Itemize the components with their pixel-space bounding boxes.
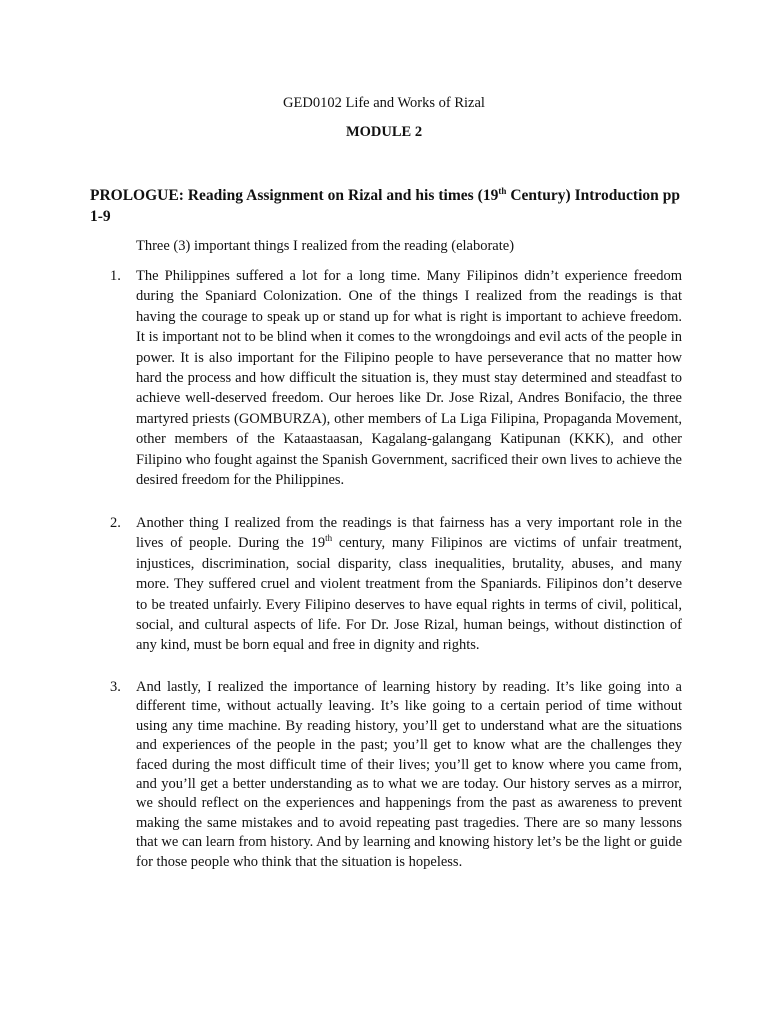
prologue-superscript: th	[498, 185, 507, 196]
list-item-text-part: Another thing I realized from the readings is that fairness has a very important role in the lives of people. During the 19	[136, 515, 682, 552]
list-item	[110, 513, 682, 656]
list-item-superscript: th	[325, 533, 333, 544]
prologue-prefix: PROLOGUE: Reading Assignment on Rizal and his times (19	[90, 187, 499, 204]
list-item-number: 1.	[110, 268, 121, 284]
prologue-heading	[90, 185, 680, 227]
list-item-text: The Philippines suffered a lot for a long time. Many Filipinos didn’t experience freedom during the Spaniard Colonization. One of the things I realized from the readings is that having the courage to speak up or stand up for what is right is important to achieve freedom. It is important not to be blind when it comes to the wrongdoings and evil acts of the people in power. It is also important for the Filipino people to have perseverance that no matter how hard the process and how difficult the situation is, they must stay determined and steadfast to achieve well-deserved freedom. Our heroes like Dr. Jose Rizal, Andres Bonifacio, the three martyred priests (GOMBURZA), other members of La Liga Filipina, Propaganda Movement, other members of the Kataastaasan, Kagalang-galangang Katipunan (KKK), and other Filipino who fought against the Spanish Government, sacrificed their own lives to achieve the desired freedom for the Philippines.	[136, 268, 682, 489]
prologue-suffix: Century) Introduction pp 1-9	[90, 187, 680, 225]
list-item-text-part: century, many Filipinos are victims of unfair treatment, injustices, discrimination, social disparity, class inequalities, brutality, abuses, and many more. They suffered cruel and violent treatment from the Spaniards. Filipinos don’t deserve to be treated unfairly. Every Filipino deserves to have equal rights in terms of civil, political, social, and cultural aspects of life. For Dr. Jose Rizal, human beings, without distinction of any kind, must be born equal and free in dignity and rights.	[136, 535, 682, 654]
list-item-text	[136, 513, 682, 656]
module-title: MODULE 2	[345, 124, 423, 140]
list-item-text: And lastly, I realized the importance of learning history by reading. It’s like going into a different time, without actually leaving. It’s like going to a certain period of time without using any time machine. By reading history, you’ll get to understand what are the situations and experiences of the people in the past; you’ll get to know what are the challenges they faced during the most difficult time of their lives; you’ll get to know where you came from, and you’ll get a better understanding as to what we are today. Our history serves as a mirror, we should reflect on the experiences and happenings from the past as awareness to prevent making the same mistakes and to avoid repeating past tragedies. There are so many lessons that we can learn from history. And by learning and knowing history let’s be the light or guide for those people who think that the situation is hopeless.	[136, 679, 682, 870]
list-item	[110, 678, 682, 872]
assignment-prompt: Three (3) important things I realized from the reading (elaborate)	[136, 238, 515, 254]
list-item-number: 2.	[110, 515, 121, 531]
course-title: GED0102 Life and Works of Rizal	[283, 95, 485, 111]
list-item-number: 3.	[110, 679, 121, 695]
list-item	[110, 266, 682, 490]
